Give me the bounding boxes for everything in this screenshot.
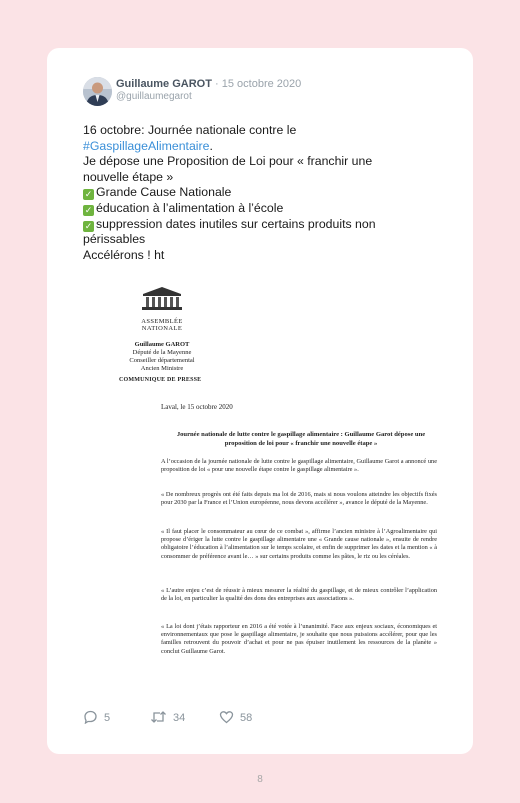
tweet-line: 16 octobre: Journée nationale contre le	[83, 123, 297, 137]
tweet-line: Accélérons ! ht	[83, 247, 165, 262]
document-title: Journée nationale de lutte contre le gaspillage alimentaire : Guillaume Garot dépose une proposition de loi pour « franchir une nouvelle étape »	[176, 431, 426, 447]
logo-text	[139, 318, 185, 332]
signatory-name: Guillaume GAROT	[134, 341, 190, 348]
assemblee-nationale-logo	[139, 286, 185, 332]
reply-icon	[83, 710, 98, 724]
retweet-count: 34	[173, 712, 186, 724]
hashtag-link[interactable]: #GaspillageAlimentaire	[83, 138, 210, 153]
tweet-line	[83, 185, 423, 201]
author-handle[interactable]: @guillaumegarot	[116, 91, 192, 102]
press-release-image[interactable]	[77, 273, 443, 723]
heart-icon	[219, 710, 234, 724]
tweet-text-fragment: éducation à l’alimentation à l’école	[96, 200, 284, 215]
reply-count: 5	[104, 712, 111, 724]
avatar[interactable]	[83, 77, 112, 106]
like-button[interactable]	[219, 710, 252, 724]
tweet-line: Je dépose une Proposition de Loi pour « franchir une	[83, 154, 373, 169]
document-paragraph: « Il faut placer le consommateur au cœur de ce combat », affirme l’ancien ministre à l’Agroalimentaire qui propose d’ériger la lutte contre le gaspillage alimentaire une « Grande cause nationale », ensuite de rendre obligatoire l’éducation à l’alimentation sur le temps scolaire, et enfin de supprimer les dates et la mention « à consommer de préférence avant le… » sur certains produits comme les pâtes, le riz ou les céréales.	[161, 528, 437, 560]
tweet-line	[83, 139, 423, 155]
author-name[interactable]: Guillaume GAROT	[116, 78, 212, 90]
retweet-button[interactable]	[150, 710, 185, 724]
white-heavy-check-mark-icon: ✓	[84, 189, 93, 200]
document-date: Laval, le 15 octobre 2020	[161, 403, 233, 411]
tweet-line	[83, 217, 423, 233]
signatory-block	[112, 341, 212, 373]
tweet-line	[83, 201, 423, 217]
signatory-line: Ancien Ministre	[140, 365, 184, 372]
logo-line: ASSEMBLÉE	[141, 318, 183, 325]
reply-button[interactable]	[83, 710, 110, 724]
tweet-text-fragment: suppression dates inutiles sur certains produits non	[96, 216, 376, 231]
press-release-label: COMMUNIQUE DE PRESSE	[119, 377, 202, 383]
tweet-author-line	[116, 78, 301, 91]
document-paragraph: « De nombreux progrès ont été faits depuis ma loi de 2016, mais si nous voulons atteindre les objectifs fixés pour 2030 par la France et l’Union européenne, nous devons accélérer », avance le député de la Mayenne.	[161, 491, 437, 507]
document-paragraph: « L’autre enjeu c’est de réussir à mieux mesurer la réalité du gaspillage, et de mieux contrôler l’application de la loi, en particulier la qualité des dons des entreprises aux associations ».	[161, 587, 437, 603]
page-number: 8	[257, 774, 263, 785]
tweet-text	[83, 123, 423, 263]
document-paragraph: « La loi dont j’étais rapporteur en 2016 a été votée à l’unanimité. Face aux enjeux sociaux, économiques et environnementaux que pose le gaspillage alimentaire, je souhaite que nous puissions accélérer, pour que les familles retrouvent du pouvoir d’achat et pour ne pas épuiser inutilement les ressources de la planète » conclut Guillaume Garot.	[161, 623, 437, 655]
document-paragraph: A l’occasion de la journée nationale de lutte contre le gaspillage alimentaire, Guillaume Garot a annoncé une proposition de loi « pour une nouvelle étape contre le gaspillage alimentaire ».	[161, 458, 437, 474]
retweet-icon	[150, 710, 167, 724]
separator: ·	[215, 78, 219, 90]
tweet-text-fragment: Grande Cause Nationale	[96, 185, 232, 200]
logo-line: NATIONALE	[141, 325, 183, 332]
tweet-text-fragment: .	[209, 138, 213, 153]
tweet-date[interactable]: 15 octobre 2020	[221, 78, 302, 90]
white-heavy-check-mark-icon: ✓	[84, 220, 93, 231]
tweet-line: périssables	[83, 232, 146, 247]
signatory-line: Conseiller départemental	[129, 357, 195, 364]
like-count: 58	[240, 712, 253, 724]
tweet-line: nouvelle étape »	[83, 169, 174, 184]
white-heavy-check-mark-icon: ✓	[84, 204, 93, 215]
signatory-line: Député de la Mayenne	[132, 349, 192, 356]
tweet-card	[47, 48, 473, 754]
